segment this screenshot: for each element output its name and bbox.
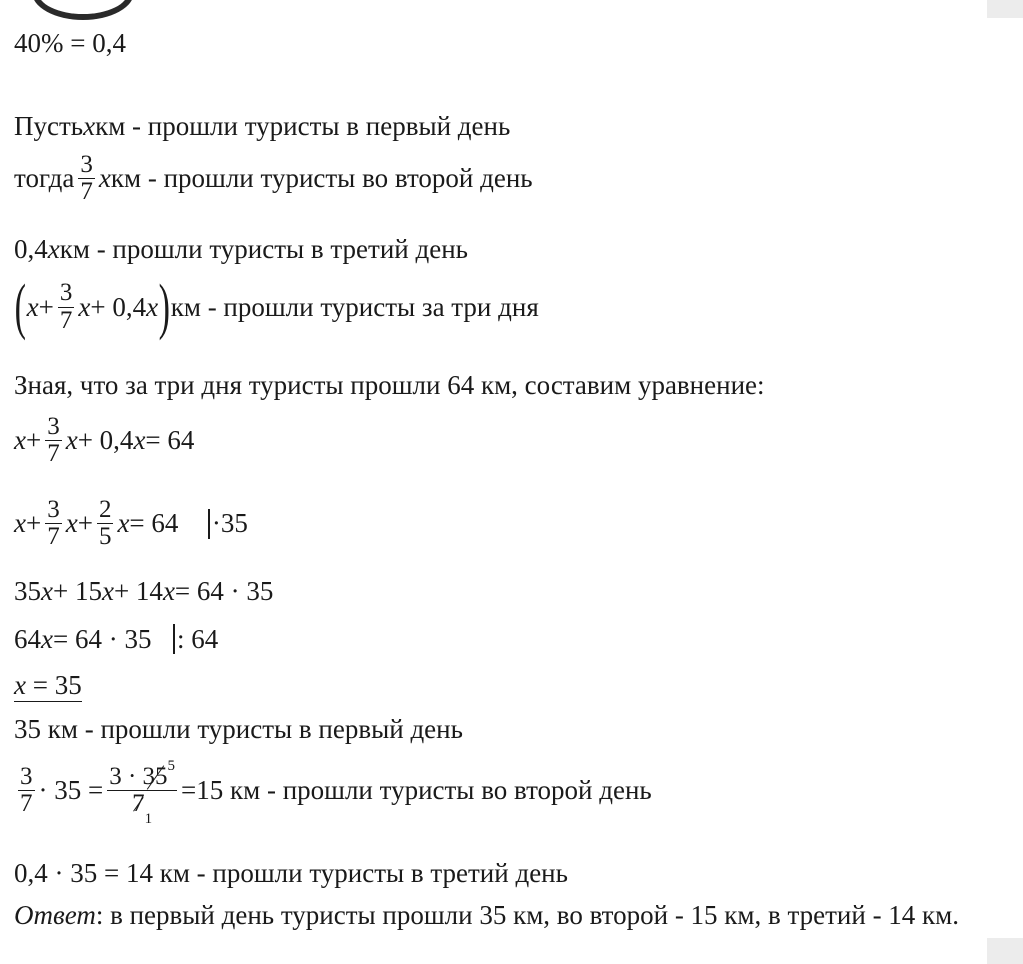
variable: x <box>65 508 78 539</box>
divide-marker-bar <box>173 624 175 654</box>
cancelled-factor <box>132 791 145 817</box>
variable: x <box>83 111 96 141</box>
divide-both-sides: : 64 <box>176 623 219 654</box>
scrollbar-bottom <box>987 938 1023 964</box>
third-day-statement <box>14 236 468 263</box>
underlined-answer <box>14 672 82 702</box>
operator: + <box>77 508 93 539</box>
operator: + 0,4 <box>90 291 147 322</box>
rhs: = 64 <box>129 508 179 539</box>
reduced-value: 5 <box>167 758 176 774</box>
rhs: = 64 <box>145 425 195 456</box>
numerator: 3 <box>20 763 33 790</box>
equation-2 <box>14 497 248 551</box>
variable: x <box>14 670 26 700</box>
answer-line <box>14 902 959 929</box>
text: км - прошли туристы во второй день <box>110 163 533 194</box>
fraction <box>45 414 62 468</box>
answer-label: Ответ <box>14 900 96 930</box>
three-days-statement <box>14 273 539 341</box>
equation-3 <box>14 578 273 605</box>
third-day-result <box>14 860 568 887</box>
fraction <box>45 497 62 551</box>
variable: x <box>14 508 26 539</box>
first-day-result <box>14 716 463 743</box>
operator: · 35 = <box>38 775 104 806</box>
equation-1 <box>14 414 194 468</box>
denominator: 7 <box>47 440 60 468</box>
factor: 35 <box>142 763 168 790</box>
multiply-both-sides: ·35 <box>211 508 248 539</box>
denominator: 7 <box>20 790 33 818</box>
variable: x <box>47 234 60 264</box>
text: 35 км - прошли туристы в первый день <box>14 714 463 744</box>
text: км - прошли туристы за три дня <box>170 291 539 322</box>
rhs: = 64 · 35 <box>52 623 152 654</box>
percent-equation: 40% = 0,4 <box>14 28 126 58</box>
numerator: 3 <box>47 413 60 440</box>
factor: 3 · <box>109 763 143 790</box>
variable: x <box>133 425 146 456</box>
text: 0,4 <box>14 234 48 264</box>
variable: x <box>14 425 26 456</box>
fraction <box>97 497 114 551</box>
text: =15 км - прошли туристы во второй день <box>181 775 652 806</box>
variable: x <box>26 291 39 322</box>
equation-intro <box>14 372 765 399</box>
text: тогда <box>14 163 75 194</box>
cancelled-factor <box>143 764 168 790</box>
numerator <box>107 758 177 790</box>
reduced-value: 1 <box>144 811 153 828</box>
first-day-statement <box>14 113 510 140</box>
denominator: 7 <box>59 306 73 334</box>
fraction <box>58 280 75 334</box>
variable: x <box>65 425 78 456</box>
text: км - прошли туристы в первый день <box>95 111 511 141</box>
variable: x <box>117 508 130 539</box>
numerator: 2 <box>98 496 112 523</box>
text: Пусть <box>14 111 84 141</box>
equation-4 <box>14 624 218 654</box>
variable: x <box>41 576 53 606</box>
variable: x <box>41 623 53 654</box>
text: км - прошли туристы в третий день <box>59 234 468 264</box>
rhs: = 35 <box>25 670 82 700</box>
denominator <box>130 790 154 828</box>
text: Зная, что за три дня туристы прошли 64 км, составим уравнение: <box>14 370 765 400</box>
fraction <box>18 764 35 818</box>
coef: + 15 <box>52 576 102 606</box>
text: 0,4 · 35 = 14 км - прошли туристы в третий день <box>14 858 568 888</box>
variable: x <box>162 576 175 606</box>
numerator: 3 <box>47 496 60 523</box>
variable: x <box>98 163 111 194</box>
multiply-marker-bar <box>208 509 210 539</box>
solution-x <box>14 672 82 702</box>
operator: + 0,4 <box>77 425 134 456</box>
operator: + <box>25 508 42 539</box>
denominator: 7 <box>80 178 93 206</box>
second-day-calculation <box>14 758 652 828</box>
rhs: = 64 · 35 <box>174 576 274 606</box>
logo-arc-icon <box>32 0 134 20</box>
numerator: 3 <box>80 151 93 178</box>
variable: x <box>101 576 114 606</box>
right-paren: ) <box>158 273 171 341</box>
denominator: 7 <box>47 523 60 551</box>
scrollbar-top <box>987 0 1023 18</box>
second-day-statement <box>14 152 533 206</box>
cancel-fraction <box>107 758 177 828</box>
left-paren: ( <box>14 273 27 341</box>
fraction <box>78 152 95 206</box>
operator: + <box>38 291 54 322</box>
coef: + 14 <box>113 576 163 606</box>
numerator: 3 <box>59 279 73 307</box>
percent-conversion <box>14 30 126 57</box>
variable: x <box>146 291 159 322</box>
variable: x <box>78 291 91 322</box>
coef: 64 <box>14 623 41 654</box>
answer-text: : в первый день туристы прошли 35 км, во второй - 15 км, в третий - 14 км. <box>95 900 960 930</box>
denominator: 5 <box>98 523 112 551</box>
operator: + <box>25 425 42 456</box>
factor: 7 <box>132 790 145 818</box>
coef: 35 <box>14 576 41 606</box>
